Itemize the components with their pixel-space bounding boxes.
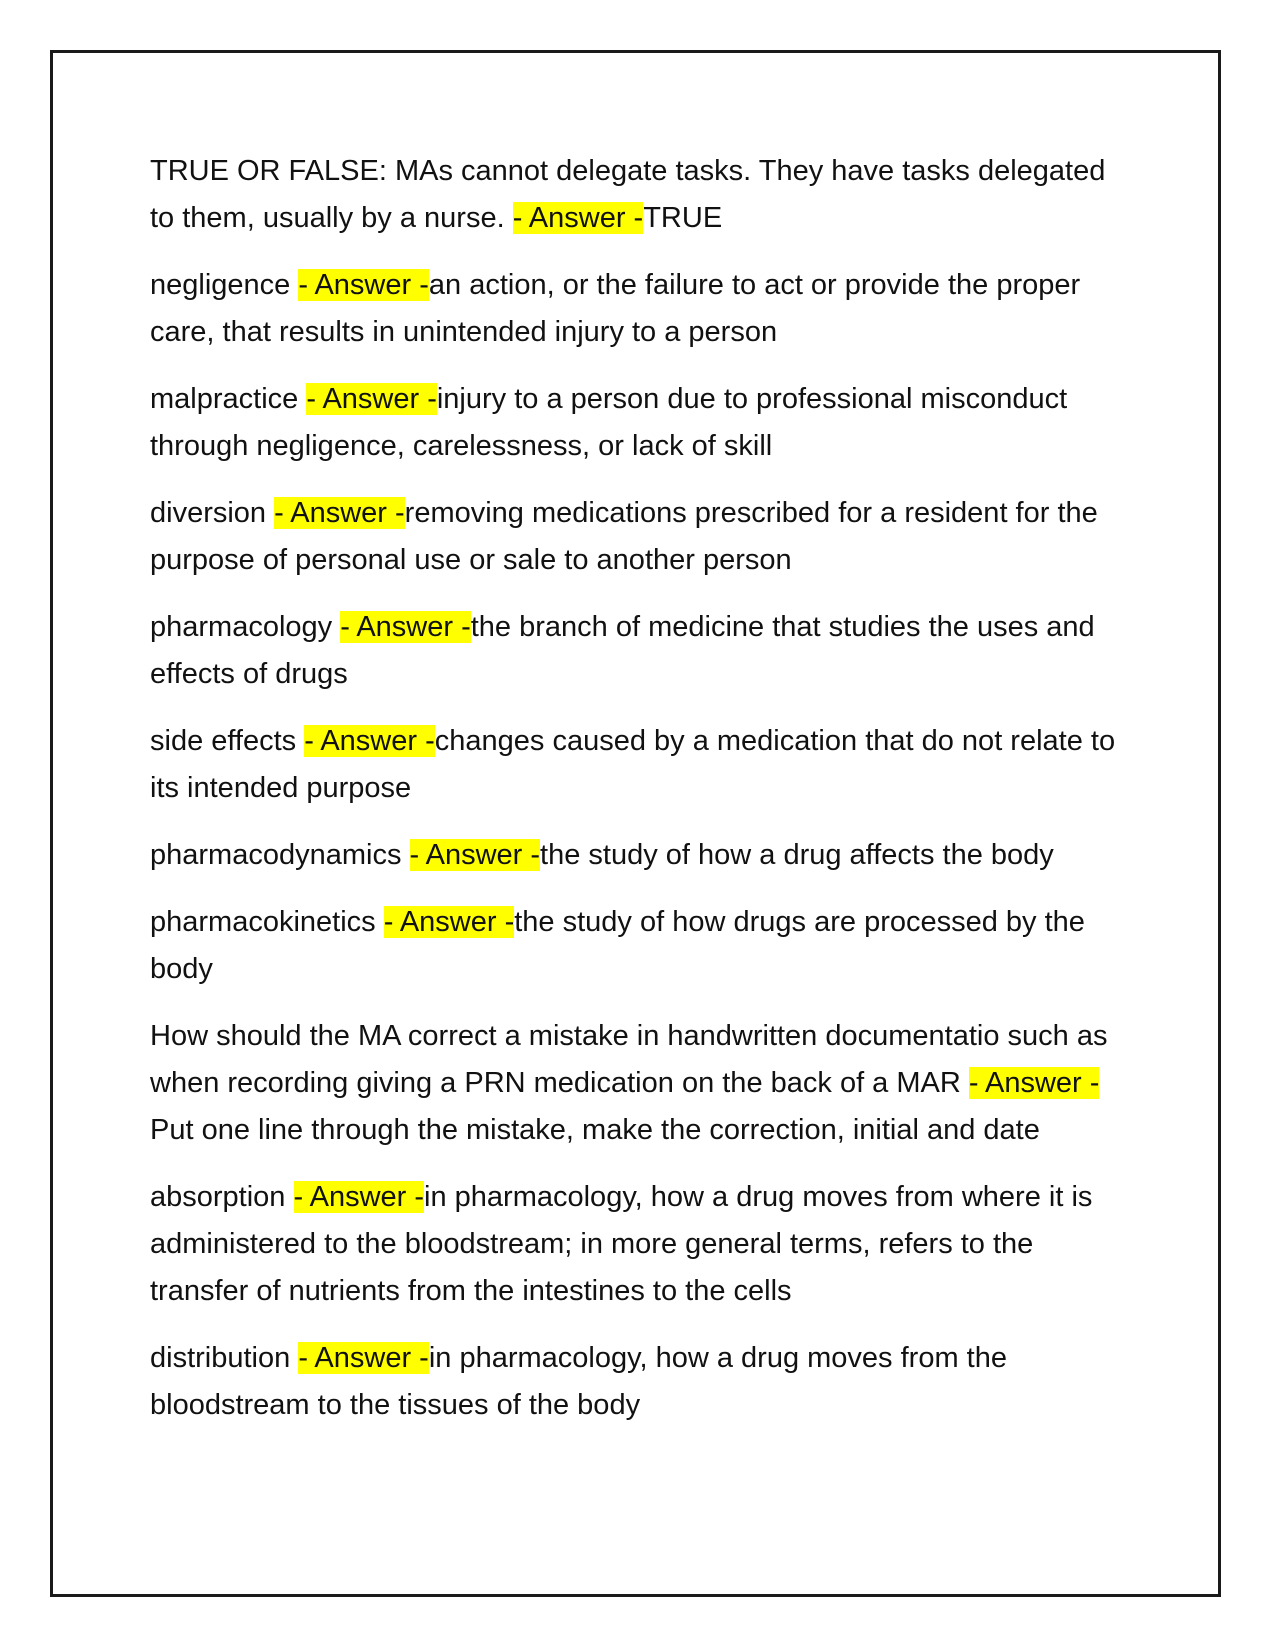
answer-text: an action, or the failure to act or provide the proper care, that results in unintended injury to a person [150, 269, 1081, 348]
qa-entry [150, 490, 1130, 584]
term-text: side effects [150, 725, 305, 757]
answer-marker: - Answer - [383, 906, 515, 938]
answer-text: injury to a person due to professional misconduct through negligence, carelessness, or lack of skill [150, 383, 1068, 462]
term-text: How should the MA correct a mistake in handwritten documentatio such as when recording giving a PRN medication on the back of a MAR [150, 1020, 1108, 1099]
answer-marker: - Answer - [340, 611, 471, 643]
answer-text: the study of how drugs are processed by the body [150, 906, 1085, 985]
qa-entry [150, 1335, 1130, 1429]
qa-entry [150, 1174, 1130, 1315]
answer-text: the branch of medicine that studies the uses and effects of drugs [150, 611, 1095, 690]
term-text: pharmacodynamics [150, 839, 410, 871]
term-text: distribution [150, 1342, 299, 1374]
answer-text: the study of how a drug affects the body [540, 839, 1054, 871]
document-body [150, 148, 1130, 1449]
answer-text: TRUE [643, 202, 723, 234]
term-text: pharmacology [150, 611, 341, 643]
answer-marker: - Answer - [306, 383, 437, 415]
answer-marker: - Answer - [298, 1342, 429, 1374]
qa-entry [150, 262, 1130, 356]
qa-entry [150, 832, 1130, 879]
term-text: TRUE OR FALSE: MAs cannot delegate tasks. They have tasks delegated to them, usually by a nurse. [150, 155, 1106, 234]
term-text: absorption [150, 1181, 294, 1213]
term-text: negligence [150, 269, 299, 301]
answer-marker: - Answer - [298, 269, 429, 301]
answer-marker: - Answer - [409, 839, 541, 871]
answer-text: in pharmacology, how a drug moves from the bloodstream to the tissues of the body [150, 1342, 1007, 1421]
answer-marker: - Answer - [293, 1181, 425, 1213]
answer-text: changes caused by a medication that do not relate to its intended purpose [150, 725, 1116, 804]
qa-entry [150, 376, 1130, 470]
answer-text: removing medications prescribed for a resident for the purpose of personal use or sale to another person [150, 497, 1098, 576]
term-text: diversion [150, 497, 275, 529]
answer-text: in pharmacology, how a drug moves from where it is administered to the bloodstream; in more general terms, refers to the transfer of nutrients from the intestines to the cells [150, 1181, 1093, 1307]
qa-entry [150, 148, 1130, 242]
answer-marker: - Answer - [274, 497, 405, 529]
answer-text: Put one line through the mistake, make the correction, initial and date [150, 1114, 1040, 1146]
qa-entry [150, 604, 1130, 698]
term-text: malpractice [150, 383, 307, 415]
qa-entry [150, 718, 1130, 812]
qa-entry [150, 1013, 1130, 1154]
answer-marker: - Answer - [512, 202, 644, 234]
term-text: pharmacokinetics [150, 906, 384, 938]
answer-marker: - Answer - [304, 725, 435, 757]
qa-entry [150, 899, 1130, 993]
answer-marker: - Answer - [968, 1067, 1100, 1099]
